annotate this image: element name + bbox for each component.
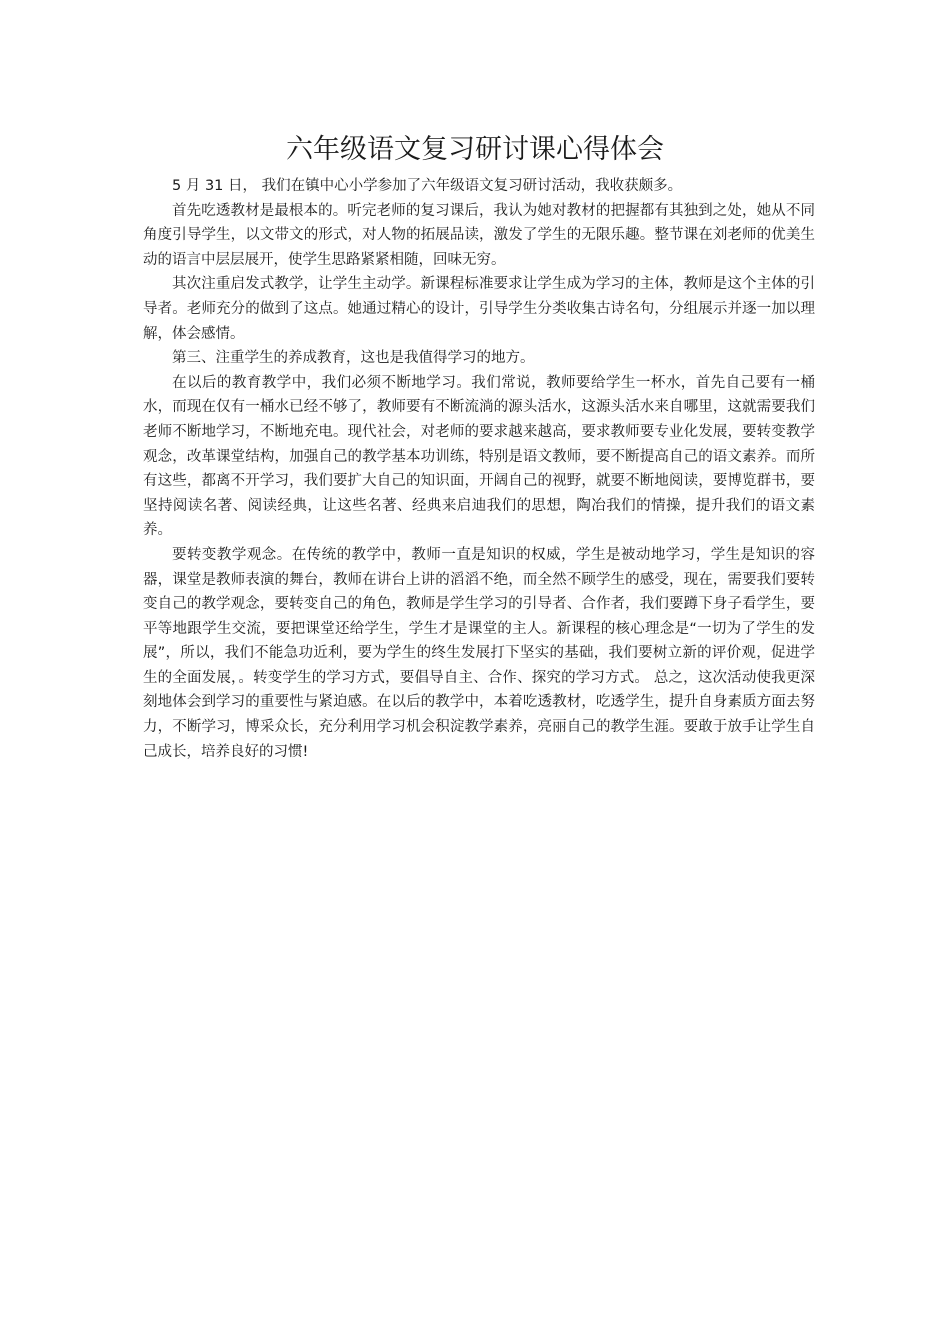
paragraph-habit-education: 第三、注重学生的养成教育，这也是我值得学习的地方。 [172,350,535,367]
paragraph-heuristic-teaching: 其次注重启发式教学，让学生主动学。新课程标准要求让学生成为学习的主体，教师是这个主体的引导者。老师充分的做到了这点。她通过精心的设计，引导学生分类收集古诗名句，分组展示并逐一加以理解，体会感情。 [143,276,815,342]
paragraph-change-concepts: 要转变教学观念。在传统的教学中，教师一直是知识的权威，学生是被动地学习，学生是知识的容器，课堂是教师表演的舞台，教师在讲台上讲的滔滔不绝，而全然不顾学生的感受，现在，需要我们要转变自己的教学观念，要转变自己的角色，教师是学生学习的引导者、合作者，我们要蹲下身子看学生，要平等地跟学生交流，要把课堂还给学生，学生才是课堂的主人。新课程的核心理念是“一切为了学生的发展”，所以，我们不能急功近利，要为学生的终生发展打下坚实的基础，我们要树立新的评价观，促进学生的全面发展，。转变学生的学习方式，要倡导自主、合作、探究的学习方式。 总之，这次活动使我更深刻地体会到学习的重要性与紧迫感。在以后的教学中，本着吃透教材，吃透学生，提升自身素质方面去努力，不断学习，博采众长，充分利用学习机会积淀教学素养，亮丽自己的教学生涯。要敢于放手让学生自己成长，培养良好的习惯! [143,546,815,760]
document-title: 六年级语文复习研讨课心得体会 [286,134,664,165]
paragraph-continuous-learning: 在以后的教育教学中，我们必须不断地学习。我们常说，教师要给学生一杯水，首先自己要有一桶水，而现在仅有一桶水已经不够了，教师要有不断流淌的源头活水，这源头活水来自哪里，这就需要我们老师不断地学习，不断地充电。现代社会，对老师的要求越来越高，要求教师要专业化发展，要转变教学观念，改革课堂结构，加强自己的教学基本功训练，特别是语文教师，要不断提高自己的语文素养。而所有这些，都离不开学习，我们要扩大自己的知识面，开阔自己的视野，就要不断地阅读，要博览群书，要坚持阅读名著、阅读经典，让这些名著、经典来启迪我们的思想，陶冶我们的情操，提升我们的语文素养。 [143,374,815,539]
document-body [143,174,815,764]
paragraph-study-textbook: 首先吃透教材是最根本的。听完老师的复习课后，我认为她对教材的把握都有其独到之处，她从不同角度引导学生，以文带文的形式，对人物的拓展品读，激发了学生的无限乐趣。整节课在刘老师的优美生动的语言中层层展开，使学生思路紧紧相随，回味无穷。 [143,202,815,268]
paragraph-date-intro: 5 月 31 日， 我们在镇中心小学参加了六年级语文复习研讨活动，我收获颇多。 [172,178,683,194]
